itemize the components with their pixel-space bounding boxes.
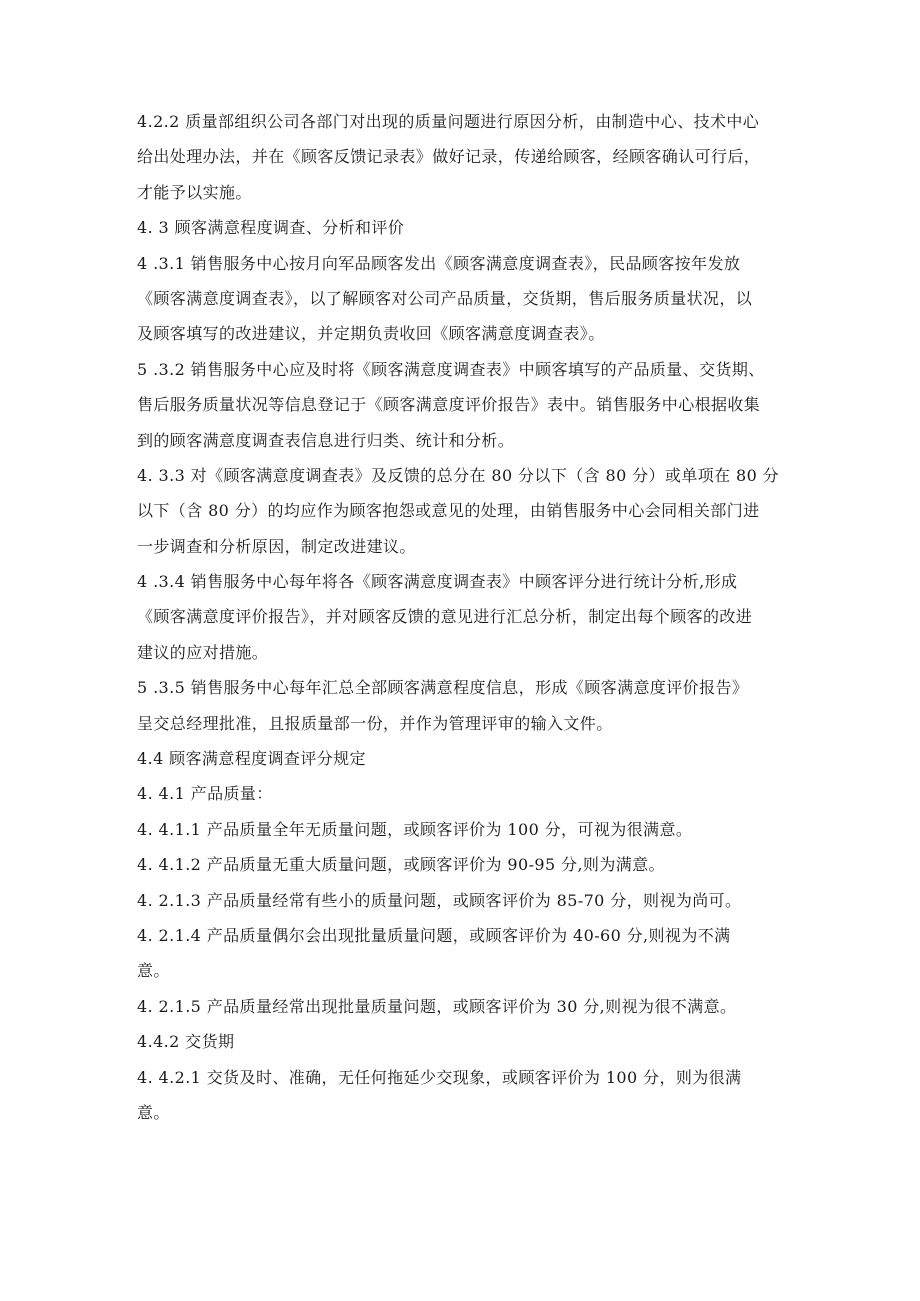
text-line: 4 .3.4 销售服务中心每年将各《顾客满意度调查表》中顾客评分进行统计分析,形成 xyxy=(137,572,738,592)
text-line: 给出处理办法，并在《顾客反馈记录表》做好记录，传递给顾客，经顾客确认可行后， xyxy=(137,147,761,167)
text-line: 4. 2.1.3 产品质量经常有些小的质量问题，或顾客评价为 85-70 分，则视为尚可。 xyxy=(137,890,742,910)
text-line: 5 .3.2 销售服务中心应及时将《顾客满意度调查表》中顾客填写的产品质量、交货期、 xyxy=(137,359,765,379)
text-line: 建议的应对措施。 xyxy=(137,642,269,662)
text-line: 4. 2.1.5 产品质量经常出现批量质量问题，或顾客评价为 30 分,则视为很不满意。 xyxy=(137,996,737,1016)
text-line: 《顾客满意度评价报告》，并对顾客反馈的意见进行汇总分析，制定出每个顾客的改进 xyxy=(137,607,753,627)
paragraph-4-4-2 xyxy=(137,1024,797,1059)
text-line: 4. 3 顾客满意程度调查、分析和评价 xyxy=(137,218,405,238)
text-line: 4. 4.1.2 产品质量无重大质量问题，或顾客评价为 90-95 分,则为满意。 xyxy=(137,855,665,875)
text-line: 《顾客满意度调查表》，以了解顾客对公司产品质量，交货期，售后服务质量状况，以 xyxy=(137,288,753,308)
paragraph-4-4 xyxy=(137,741,797,776)
text-line: 4 .3.1 销售服务中心按月向军品顾客发出《顾客满意度调查表》，民品顾客按年发放 xyxy=(137,253,741,273)
text-line: 以下（含 80 分）的均应作为顾客抱怨或意见的处理，由销售服务中心会同相关部门进 xyxy=(137,501,760,521)
text-line: 4. 2.1.4 产品质量偶尔会出现批量质量问题，或顾客评价为 40-60 分,则视为不满 xyxy=(137,925,731,945)
paragraph-4-3-3 xyxy=(137,458,797,564)
text-line: 到的顾客满意度调查表信息进行归类、统计和分析。 xyxy=(137,430,515,450)
text-line: 4.2.2 质量部组织公司各部门对出现的质量问题进行原因分析，由制造中心、技术中心 xyxy=(137,112,760,131)
paragraph-4-2-2 xyxy=(137,104,797,210)
text-line: 5 .3.5 销售服务中心每年汇总全部顾客满意程度信息，形成《顾客满意度评价报告》 xyxy=(137,678,749,698)
paragraph-4-3-1 xyxy=(137,246,797,352)
text-line: 及顾客填写的改进建议，并定期负责收回《顾客满意度调查表》。 xyxy=(137,324,605,344)
paragraph-4-2-1-3 xyxy=(137,883,797,918)
paragraph-4-4-1 xyxy=(137,776,797,811)
text-line: 4.4 顾客满意程度调查评分规定 xyxy=(137,749,366,769)
text-line: 4. 4.1.1 产品质量全年无质量问题，或顾客评价为 100 分，可视为很满意。 xyxy=(137,819,693,839)
paragraph-4-3-2 xyxy=(137,352,797,458)
paragraph-4-4-1-1 xyxy=(137,812,797,847)
text-line: 4. 4.1 产品质量： xyxy=(137,784,273,804)
text-line: 呈交总经理批准，且报质量部一份，并作为管理评审的输入文件。 xyxy=(137,713,613,733)
text-line: 一步调查和分析原因，制定改进建议。 xyxy=(137,536,416,556)
paragraph-4-2-1-5 xyxy=(137,989,797,1024)
document-body xyxy=(137,104,797,1130)
text-line: 4. 3.3 对《顾客满意度调查表》及反馈的总分在 80 分以下（含 80 分）或单项在 80 分 xyxy=(137,465,780,485)
paragraph-4-3-4 xyxy=(137,564,797,670)
text-line: 意。 xyxy=(137,1102,170,1122)
text-line: 4. 4.2.1 交货及时、准确，无任何拖延少交现象，或顾客评价为 100 分，则为很满 xyxy=(137,1067,742,1087)
paragraph-4-2-1-4 xyxy=(137,918,797,989)
text-line: 售后服务质量状况等信息登记于《顾客满意度评价报告》表中。销售服务中心根据收集 xyxy=(137,395,761,415)
paragraph-4-3-5 xyxy=(137,670,797,741)
text-line: 才能予以实施。 xyxy=(137,182,252,202)
paragraph-4-4-2-1 xyxy=(137,1060,797,1131)
paragraph-4-3 xyxy=(137,210,797,245)
text-line: 4.4.2 交货期 xyxy=(137,1032,235,1052)
paragraph-4-4-1-2 xyxy=(137,847,797,882)
text-line: 意。 xyxy=(137,961,170,981)
